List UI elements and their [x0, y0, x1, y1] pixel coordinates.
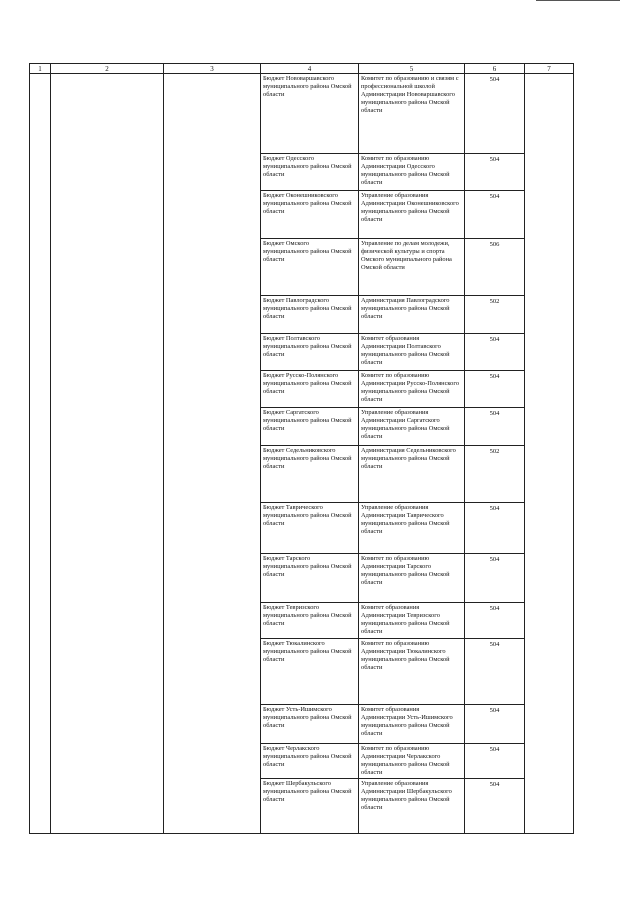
budget-name-cell — [261, 191, 359, 239]
administrator-cell-text: Комитет по образованию Администрации Тюкалинского муниципального района Омской области — [361, 640, 450, 672]
col-2-cell — [51, 603, 164, 639]
budget-table — [29, 63, 574, 834]
administrator-cell-text: Комитет по образованию Администрации Черлакского муниципального района Омской области — [361, 745, 450, 777]
col-2-cell — [51, 744, 164, 779]
administrator-cell — [359, 503, 465, 554]
admin-code-cell — [465, 705, 525, 744]
col-7-cell — [525, 554, 574, 603]
col-2-cell — [51, 154, 164, 191]
col-7-cell — [525, 446, 574, 503]
col-3-cell — [164, 779, 261, 834]
col-2-cell — [51, 408, 164, 446]
col-3-cell — [164, 705, 261, 744]
col-7-cell — [525, 744, 574, 779]
administrator-cell — [359, 334, 465, 371]
admin-code-cell-text: 502 — [489, 448, 500, 455]
administrator-cell — [359, 744, 465, 779]
administrator-cell-text: Управление образования Администрации Саргатского муниципального района Омской области — [361, 409, 450, 441]
budget-name-cell — [261, 239, 359, 296]
admin-code-cell-text: 504 — [489, 556, 500, 563]
administrator-cell-text: Комитет по образованию и связям с профессиональной школой Администрации Нововаршавского муниципального района Омской области — [361, 75, 459, 115]
administrator-cell-text: Администрация Павлоградского муниципального района Омской области — [361, 297, 450, 321]
col-1-cell — [30, 74, 51, 154]
admin-code-cell — [465, 74, 525, 154]
administrator-cell — [359, 705, 465, 744]
administrator-cell-text: Комитет образования Администрации Полтавского муниципального района Омской области — [361, 335, 450, 367]
col-7-cell — [525, 408, 574, 446]
col-1-cell — [30, 408, 51, 446]
table-row — [30, 639, 574, 705]
col-1-cell — [30, 154, 51, 191]
header-col-4: 4 — [261, 64, 359, 74]
administrator-cell — [359, 371, 465, 408]
budget-name-cell-text: Бюджет Тарского муниципального района Омской области — [263, 555, 352, 579]
col-2-cell — [51, 554, 164, 603]
admin-code-cell — [465, 503, 525, 554]
budget-name-cell-text: Бюджет Черлакского муниципального района Омской области — [263, 745, 352, 769]
budget-name-cell-text: Бюджет Тевризского муниципального района Омской области — [263, 604, 352, 628]
administrator-cell — [359, 779, 465, 834]
admin-code-cell — [465, 446, 525, 503]
administrator-cell-text: Комитет по образованию Администрации Одесского муниципального района Омской области — [361, 155, 450, 187]
budget-name-cell-text: Бюджет Полтавского муниципального района Омской области — [263, 335, 352, 359]
table-row — [30, 779, 574, 834]
col-7-cell — [525, 296, 574, 334]
col-7-cell — [525, 334, 574, 371]
administrator-cell-text: Комитет по образованию Администрации Тарского муниципального района Омской области — [361, 555, 450, 587]
administrator-cell-text: Администрация Седельниковского муниципального района Омской области — [361, 447, 456, 471]
col-3-cell — [164, 334, 261, 371]
admin-code-cell-text: 504 — [489, 156, 500, 163]
budget-name-cell-text: Бюджет Таврического муниципального района Омской области — [263, 504, 352, 528]
budget-name-cell-text: Бюджет Тюкалинского муниципального района Омской области — [263, 640, 352, 664]
header-col-6: 6 — [465, 64, 525, 74]
col-3-cell — [164, 446, 261, 503]
top-scan-mark — [536, 0, 620, 1]
administrator-cell — [359, 296, 465, 334]
administrator-cell — [359, 74, 465, 154]
col-3-cell — [164, 154, 261, 191]
budget-name-cell-text: Бюджет Седельниковского муниципального района Омской области — [263, 447, 352, 471]
col-3-cell — [164, 408, 261, 446]
table-row — [30, 191, 574, 239]
col-1-cell — [30, 554, 51, 603]
budget-name-cell-text: Бюджет Русско-Полянского муниципального района Омской области — [263, 372, 352, 396]
budget-name-cell — [261, 334, 359, 371]
col-2-cell — [51, 371, 164, 408]
admin-code-cell — [465, 639, 525, 705]
table-row — [30, 705, 574, 744]
col-2-cell — [51, 446, 164, 503]
col-7-cell — [525, 371, 574, 408]
table-header — [30, 64, 574, 74]
admin-code-cell — [465, 239, 525, 296]
administrator-cell — [359, 239, 465, 296]
admin-code-cell — [465, 603, 525, 639]
admin-code-cell — [465, 744, 525, 779]
col-2-cell — [51, 639, 164, 705]
administrator-cell-text: Управление образования Администрации Таврического муниципального района Омской области — [361, 504, 450, 536]
admin-code-cell — [465, 554, 525, 603]
admin-code-cell-text: 504 — [489, 746, 500, 753]
budget-name-cell — [261, 154, 359, 191]
budget-name-cell-text: Бюджет Шербакульского муниципального района Омской области — [263, 780, 352, 804]
admin-code-cell-text: 504 — [489, 373, 500, 380]
admin-code-cell-text: 504 — [489, 605, 500, 612]
budget-name-cell-text: Бюджет Усть-Ишимского муниципального района Омской области — [263, 706, 352, 730]
col-2-cell — [51, 239, 164, 296]
budget-name-cell-text: Бюджет Оконешниковского муниципального района Омской области — [263, 192, 352, 216]
col-1-cell — [30, 639, 51, 705]
budget-name-cell — [261, 74, 359, 154]
col-3-cell — [164, 239, 261, 296]
col-3-cell — [164, 639, 261, 705]
col-1-cell — [30, 446, 51, 503]
administrator-cell — [359, 603, 465, 639]
col-1-cell — [30, 779, 51, 834]
col-7-cell — [525, 705, 574, 744]
budget-name-cell — [261, 554, 359, 603]
col-2-cell — [51, 334, 164, 371]
header-col-2: 2 — [51, 64, 164, 74]
budget-name-cell-text: Бюджет Павлоградского муниципального района Омской области — [263, 297, 352, 321]
col-2-cell — [51, 296, 164, 334]
admin-code-cell-text: 504 — [489, 641, 500, 648]
admin-code-cell-text: 502 — [489, 298, 500, 305]
administrator-cell-text: Комитет образования Администрации Тевризского муниципального района Омской области — [361, 604, 450, 636]
admin-code-cell — [465, 334, 525, 371]
col-1-cell — [30, 503, 51, 554]
col-7-cell — [525, 503, 574, 554]
header-col-3: 3 — [164, 64, 261, 74]
admin-code-cell — [465, 191, 525, 239]
admin-code-cell-text: 504 — [489, 707, 500, 714]
budget-name-cell-text: Бюджет Саргатского муниципального района Омской области — [263, 409, 352, 433]
table-row — [30, 503, 574, 554]
admin-code-cell — [465, 371, 525, 408]
header-col-5: 5 — [359, 64, 465, 74]
col-3-cell — [164, 603, 261, 639]
budget-name-cell — [261, 371, 359, 408]
admin-code-cell-text: 506 — [489, 241, 500, 248]
administrator-cell-text: Комитет образования Администрации Усть-Ишимского муниципального района Омской области — [361, 706, 453, 738]
col-7-cell — [525, 779, 574, 834]
budget-name-cell-text: Бюджет Нововаршавского муниципального района Омской области — [263, 75, 352, 99]
table-row — [30, 239, 574, 296]
administrator-cell — [359, 154, 465, 191]
col-1-cell — [30, 191, 51, 239]
admin-code-cell — [465, 154, 525, 191]
administrator-cell — [359, 191, 465, 239]
administrator-cell-text: Управление образования Администрации Оконешниковского муниципального района Омской области — [361, 192, 459, 224]
admin-code-cell-text: 504 — [489, 336, 500, 343]
col-2-cell — [51, 779, 164, 834]
admin-code-cell-text: 504 — [489, 781, 500, 788]
table-row — [30, 446, 574, 503]
header-col-7: 7 — [525, 64, 574, 74]
table-row — [30, 554, 574, 603]
table-row — [30, 744, 574, 779]
admin-code-cell-text: 504 — [489, 505, 500, 512]
administrator-cell-text: Комитет по образованию Администрации Русско-Полянского муниципального района Омской области — [361, 372, 460, 404]
col-1-cell — [30, 371, 51, 408]
col-3-cell — [164, 503, 261, 554]
col-1-cell — [30, 334, 51, 371]
col-7-cell — [525, 239, 574, 296]
budget-name-cell — [261, 408, 359, 446]
col-3-cell — [164, 296, 261, 334]
table-row — [30, 296, 574, 334]
col-2-cell — [51, 705, 164, 744]
table-row — [30, 154, 574, 191]
col-7-cell — [525, 639, 574, 705]
admin-code-cell-text: 504 — [489, 193, 500, 200]
col-1-cell — [30, 603, 51, 639]
administrator-cell-text: Управление образования Администрации Шербакульского муниципального района Омской области — [361, 780, 452, 812]
budget-name-cell-text: Бюджет Омского муниципального района Омской области — [263, 240, 352, 264]
col-1-cell — [30, 744, 51, 779]
col-2-cell — [51, 74, 164, 154]
administrator-cell — [359, 446, 465, 503]
col-3-cell — [164, 744, 261, 779]
col-2-cell — [51, 191, 164, 239]
col-7-cell — [525, 603, 574, 639]
admin-code-cell — [465, 408, 525, 446]
table-row — [30, 408, 574, 446]
admin-code-cell-text: 504 — [489, 410, 500, 417]
col-7-cell — [525, 154, 574, 191]
col-1-cell — [30, 239, 51, 296]
budget-name-cell — [261, 639, 359, 705]
table-row — [30, 603, 574, 639]
budget-name-cell — [261, 779, 359, 834]
budget-name-cell — [261, 705, 359, 744]
budget-name-cell — [261, 744, 359, 779]
table-row — [30, 334, 574, 371]
budget-name-cell — [261, 603, 359, 639]
header-col-1: 1 — [30, 64, 51, 74]
col-3-cell — [164, 371, 261, 408]
budget-name-cell-text: Бюджет Одесского муниципального района Омской области — [263, 155, 352, 179]
administrator-cell-text: Управление по делам молодежи, физической культуры и спорта Омского муниципального района Омской области — [361, 240, 452, 272]
col-7-cell — [525, 191, 574, 239]
table-row — [30, 74, 574, 154]
administrator-cell — [359, 408, 465, 446]
table-row — [30, 371, 574, 408]
col-3-cell — [164, 74, 261, 154]
admin-code-cell-text: 504 — [489, 76, 500, 83]
budget-name-cell — [261, 446, 359, 503]
col-1-cell — [30, 705, 51, 744]
col-1-cell — [30, 296, 51, 334]
administrator-cell — [359, 554, 465, 603]
col-7-cell — [525, 74, 574, 154]
table-body — [30, 74, 574, 834]
admin-code-cell — [465, 296, 525, 334]
administrator-cell — [359, 639, 465, 705]
col-2-cell — [51, 503, 164, 554]
col-3-cell — [164, 191, 261, 239]
budget-name-cell — [261, 296, 359, 334]
col-3-cell — [164, 554, 261, 603]
admin-code-cell — [465, 779, 525, 834]
budget-name-cell — [261, 503, 359, 554]
